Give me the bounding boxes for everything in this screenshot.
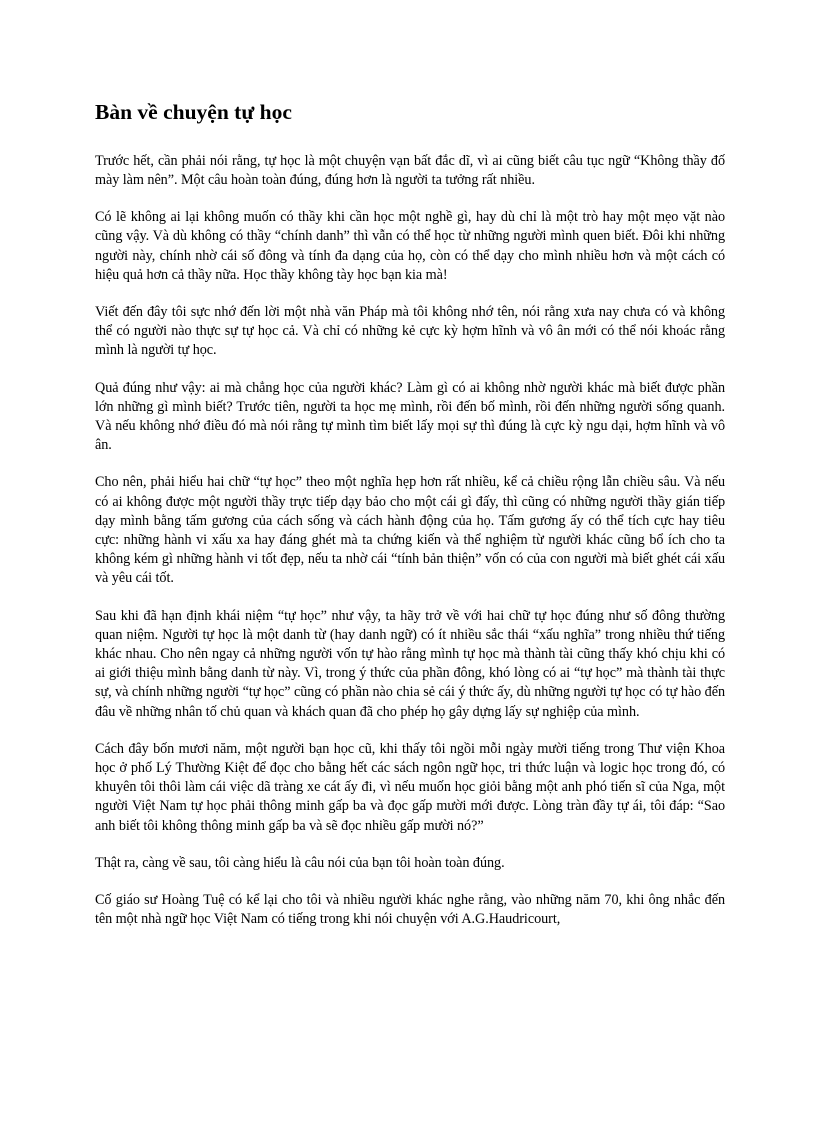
- paragraph-4: Quả đúng như vậy: ai mà chẳng học của người khác? Làm gì có ai không nhờ người khác mà biết được phần lớn những gì mình biết? Trước tiên, người ta học mẹ mình, rồi đến bố mình, rồi đến những người sống quanh. Và nếu không nhớ điều đó mà nói rằng tự mình tìm biết lấy mọi sự thì đúng là cực kỳ ngu dại, hợm hĩnh và vô ân.: [95, 379, 725, 454]
- document-title: Bàn về chuyện tự học: [95, 100, 292, 124]
- paragraph-6: Sau khi đã hạn định khái niệm “tự học” như vậy, ta hãy trở về với hai chữ tự học đúng như số đông thường quan niệm. Người tự học là một danh từ (hay danh ngữ) có ít nhiều sắc thái “xấu nghĩa” trong nhiều thứ tiếng khác nhau. Cho nên ngay cả những người vốn tự hào rằng mình tự học mà thành tài cũng thấy khó chịu khi có ai giới thiệu mình bằng danh từ này. Vì, trong ý thức của phần đông, khó lòng có ai “tự học” mà thành tài thực sự, và chính những người “tự học” cũng có phần nào chia sẻ cái ý thức ấy, dù những người tự học có tự hào đến đâu về những nhân tố chủ quan và khách quan đã cho phép họ gây dựng lấy sự nghiệp của mình.: [95, 607, 725, 720]
- paragraph-7: Cách đây bốn mươi năm, một người bạn học cũ, khi thấy tôi ngồi mỗi ngày mười tiếng trong Thư viện Khoa học ở phố Lý Thường Kiệt để đọc cho bằng hết các sách ngôn ngữ học, tri thức luận và logic học trong đó, có khuyên tôi thôi làm cái việc dã tràng xe cát ấy đi, vì nếu muốn học giỏi bằng một anh phó tiến sĩ của Nga, một người Việt Nam tự học phải thông minh gấp ba và đọc gấp mười mới được. Lòng tràn đầy tự ái, tôi đáp: “Sao anh biết tôi không thông minh gấp ba và sẽ đọc nhiều gấp mười nó?”: [95, 740, 725, 834]
- document-page: [95, 100, 725, 948]
- paragraph-5: Cho nên, phải hiểu hai chữ “tự học” theo một nghĩa hẹp hơn rất nhiều, kể cả chiều rộng lẫn chiều sâu. Và nếu có ai không được một người thầy trực tiếp dạy bảo cho một cái gì đấy, thì cũng có những người thầy gián tiếp dạy mình bằng tấm gương của cách sống và cách hành động của họ. Tấm gương ấy có thể tích cực hay tiêu cực: những hành vi xấu xa hay đáng ghét mà ta chứng kiến và thể nghiệm từ người khác cũng bổ ích cho ta không kém gì những hành vi tốt đẹp, nếu ta nhờ cái “tính bản thiện” vốn có của con người mà biết ghét cái xấu và yêu cái tốt.: [95, 474, 725, 587]
- paragraph-3: Viết đến đây tôi sực nhớ đến lời một nhà văn Pháp mà tôi không nhớ tên, nói rằng xưa nay chưa có và không thể có người nào thực sự tự học cả. Và chỉ có những kẻ cực kỳ hợm hĩnh và vô ân mới có thể nói khoác rằng mình là người tự học.: [95, 304, 725, 359]
- paragraph-1: Trước hết, cần phải nói rằng, tự học là một chuyện vạn bất đắc dĩ, vì ai cũng biết câu tục ngữ “Không thầy đố mày làm nên”. Một câu hoàn toàn đúng, đúng hơn là người ta tưởng rất nhiều.: [95, 152, 725, 188]
- paragraph-8: Thật ra, càng về sau, tôi càng hiểu là câu nói của bạn tôi hoàn toàn đúng.: [95, 854, 505, 871]
- paragraph-9: Cố giáo sư Hoàng Tuệ có kể lại cho tôi và nhiều người khác nghe rằng, vào những năm 70, khi ông nhắc đến tên một nhà ngữ học Việt Nam có tiếng trong khi nói chuyện với A.G.Haudricourt,: [95, 892, 725, 928]
- paragraph-2: Có lẽ không ai lại không muốn có thầy khi cần học một nghề gì, hay dù chỉ là một trò hay một mẹo vặt nào cũng vậy. Và dù không có thầy “chính danh” thì vẫn có thể học từ những người mình quen biết. Đôi khi những người này, chính nhờ cái số đông và tính đa dạng của họ, còn có thể dạy cho mình nhiều hơn và một cách có hiệu quả hơn cả thầy nữa. Học thầy không tày học bạn kia mà!: [95, 209, 725, 283]
